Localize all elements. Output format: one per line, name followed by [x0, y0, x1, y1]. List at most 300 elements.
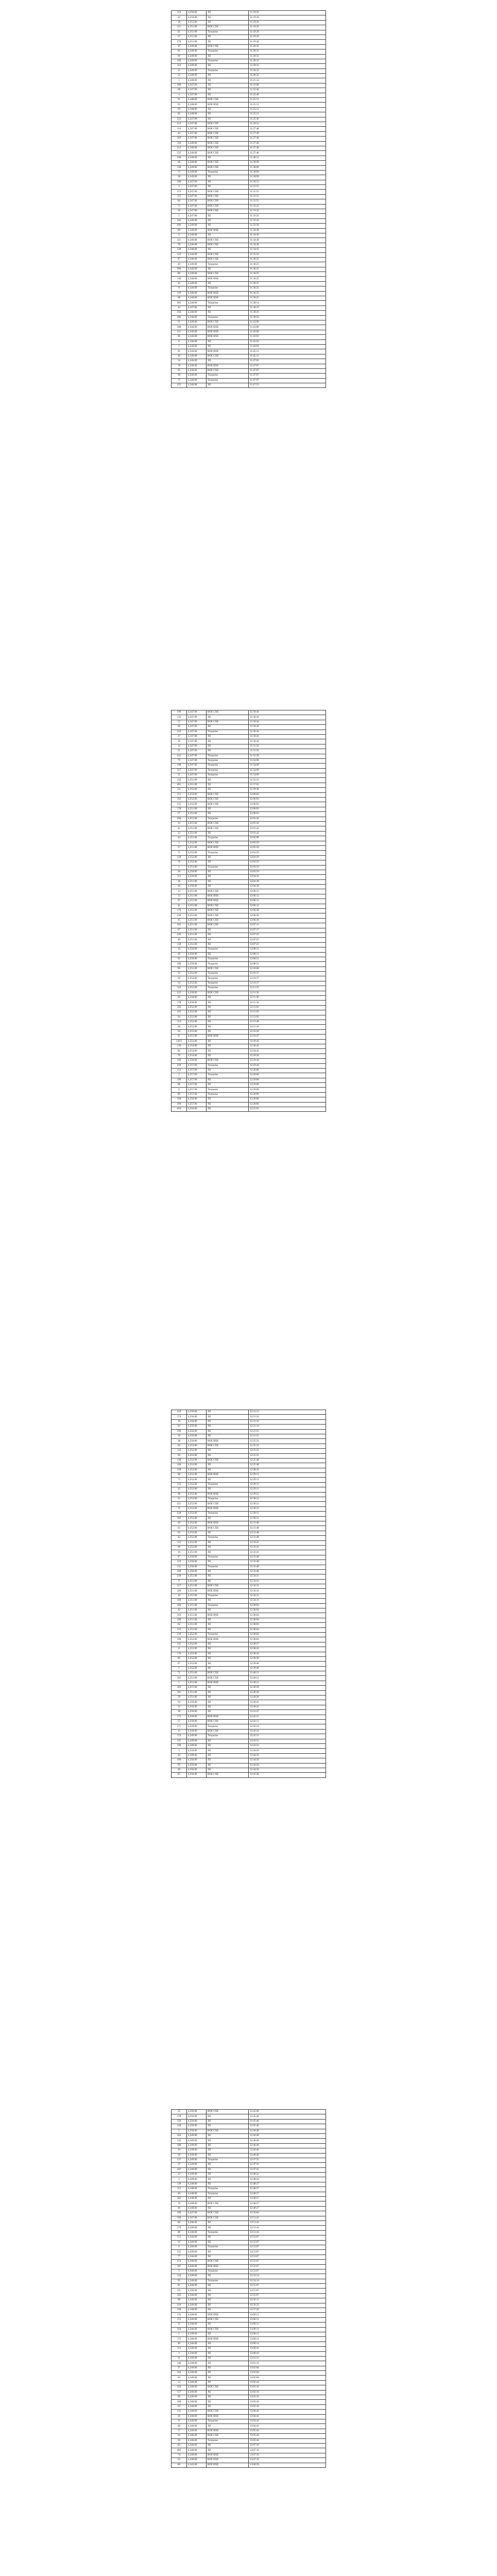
price-cell: 4,351.00	[187, 831, 207, 836]
quantity-cell: 69	[172, 1453, 187, 1458]
table-row	[172, 2395, 326, 2400]
time-cell: 12:06:38	[249, 918, 326, 923]
quantity-cell: 9	[172, 286, 187, 291]
time-cell: 12:07:17	[249, 928, 326, 933]
price-cell: 4,347.00	[187, 93, 207, 97]
venue-cell: BOE CXE	[207, 25, 249, 30]
quantity-cell: 123	[172, 1628, 187, 1632]
quantity-cell: 77	[172, 2255, 187, 2259]
price-cell: 4,351.00	[187, 35, 207, 39]
time-cell: 12:38:04	[249, 1623, 326, 1628]
table-row	[172, 1516, 326, 1521]
time-cell: 12:48:22	[249, 2177, 326, 2182]
time-cell: 11:54:06	[249, 758, 326, 763]
price-cell: 4,352.00	[187, 1540, 207, 1545]
table-row	[172, 2235, 326, 2240]
quantity-cell: 80	[172, 1656, 187, 1661]
time-cell: 12:43:52	[249, 1743, 326, 1748]
venue-cell: XE	[207, 938, 249, 942]
time-cell: 12:01:42	[249, 821, 326, 826]
time-cell: 12:20:06	[249, 1078, 326, 1082]
time-cell: 12:30:12	[249, 1502, 326, 1506]
quantity-cell: 41	[172, 1035, 187, 1039]
table-row	[172, 2221, 326, 2225]
time-cell: 12:20:06	[249, 1097, 326, 1102]
price-cell: 4,346.00	[187, 2235, 207, 2240]
time-cell: 11:50:44	[249, 730, 326, 734]
quantity-cell: 96	[172, 725, 187, 730]
price-cell: 4,354.00	[187, 1044, 207, 1048]
table-row	[172, 35, 326, 39]
venue-cell: Turquoise	[207, 851, 249, 855]
venue-cell: Turquoise	[207, 1603, 249, 1608]
quantity-cell: 233	[172, 151, 187, 156]
price-cell: 4,346.00	[187, 364, 207, 368]
quantity-cell: 210	[172, 2303, 187, 2308]
price-cell: 4,349.00	[187, 2153, 207, 2158]
quantity-cell: 71	[172, 1671, 187, 1676]
time-cell: 12:06:12	[249, 889, 326, 894]
price-cell: 4,351.00	[187, 836, 207, 841]
venue-cell: BOE CXE	[207, 209, 249, 214]
venue-cell: Turquoise	[207, 1594, 249, 1598]
price-cell: 4,350.00	[187, 947, 207, 952]
table-row	[172, 2255, 326, 2259]
quantity-cell: 58	[172, 2153, 187, 2158]
price-cell: 4,352.00	[187, 1010, 207, 1015]
table-row	[172, 938, 326, 942]
venue-cell: BOE CXE	[207, 122, 249, 126]
table-row	[172, 1506, 326, 1511]
time-cell: 12:01:42	[249, 817, 326, 821]
table-row	[172, 88, 326, 93]
venue-cell: XE	[207, 1463, 249, 1468]
time-cell: 11:27:48	[249, 151, 326, 156]
table-row	[172, 860, 326, 865]
price-cell: 4,346.00	[187, 2240, 207, 2245]
table-row	[172, 1029, 326, 1034]
venue-cell: Turquoise	[207, 1632, 249, 1637]
venue-cell: BOE BXE	[207, 2429, 249, 2433]
price-cell: 4,351.00	[187, 1671, 207, 1676]
quantity-cell: 97	[172, 899, 187, 904]
time-cell: 12:44:56	[249, 1768, 326, 1772]
time-cell: 12:16:47	[249, 1035, 326, 1039]
venue-cell: XE	[207, 2250, 249, 2255]
table-row	[172, 1623, 326, 1628]
time-cell: 12:51:43	[249, 2226, 326, 2230]
price-cell: 4,352.00	[187, 1642, 207, 1647]
table-row	[172, 894, 326, 899]
venue-cell: XE	[207, 1705, 249, 1709]
price-cell: 4,352.00	[187, 860, 207, 865]
time-cell: 12:29:11	[249, 1487, 326, 1492]
quantity-cell: 173	[172, 1715, 187, 1719]
time-cell: 11:38:19	[249, 306, 326, 310]
time-cell: 12:25:31	[249, 1444, 326, 1448]
table-row	[172, 798, 326, 802]
table-row	[172, 1666, 326, 1671]
venue-cell: XE	[207, 778, 249, 783]
table-row	[172, 1758, 326, 1763]
venue-cell: BOE CXE	[207, 165, 249, 170]
price-cell: 4,352.00	[187, 976, 207, 981]
table-row	[172, 2317, 326, 2322]
venue-cell: XE	[207, 2448, 249, 2453]
price-cell: 4,351.00	[187, 826, 207, 831]
table-row	[172, 1642, 326, 1647]
table-row	[172, 190, 326, 194]
quantity-cell: 172	[172, 2337, 187, 2342]
time-cell: 12:01:42	[249, 826, 326, 831]
venue-cell: BOE BXE	[207, 291, 249, 296]
table-row	[172, 1453, 326, 1458]
venue-cell: XE	[207, 2371, 249, 2376]
table-row	[172, 2448, 326, 2453]
time-cell: 11:43:00	[249, 325, 326, 330]
time-cell: 12:10:37	[249, 972, 326, 976]
price-cell: 4,351.00	[187, 25, 207, 30]
price-cell: 4,351.00	[187, 923, 207, 928]
table-row	[172, 1107, 326, 1112]
time-cell: 12:06:12	[249, 904, 326, 908]
table-row	[172, 1681, 326, 1685]
quantity-cell: 230	[172, 156, 187, 160]
venue-cell: XE	[207, 88, 249, 93]
price-cell: 4,351.00	[187, 1589, 207, 1594]
time-cell: 12:38:04	[249, 1637, 326, 1642]
quantity-cell: 60	[172, 1545, 187, 1550]
table-row	[172, 2173, 326, 2177]
trade-table	[171, 710, 326, 1112]
price-cell: 4,346.00	[187, 277, 207, 281]
venue-cell: Turquoise	[207, 986, 249, 991]
quantity-cell: 107	[172, 2167, 187, 2172]
quantity-cell: 218	[172, 1410, 187, 1415]
price-cell: 4,349.00	[187, 1724, 207, 1729]
venue-cell: BOE CXE	[207, 1059, 249, 1063]
table-row	[172, 2129, 326, 2133]
quantity-cell: 81	[172, 49, 187, 54]
venue-cell: XE	[207, 749, 249, 754]
price-cell: 4,346.00	[187, 2347, 207, 2351]
quantity-cell: 85	[172, 112, 187, 117]
time-cell: 12:07:11	[249, 923, 326, 928]
venue-cell: XE	[207, 1686, 249, 1690]
venue-cell: Turquoise	[207, 768, 249, 773]
table-row	[172, 1492, 326, 1497]
price-cell: 4,349.00	[187, 175, 207, 180]
quantity-cell: 183	[172, 2197, 187, 2201]
venue-cell: XE	[207, 1102, 249, 1107]
venue-cell: XE	[207, 1666, 249, 1671]
price-cell: 4,356.00	[187, 1439, 207, 1444]
price-cell: 4,348.00	[187, 107, 207, 112]
table-row	[172, 870, 326, 874]
table-row	[172, 2453, 326, 2458]
price-cell: 4,346.00	[187, 2380, 207, 2385]
price-cell: 4,351.00	[187, 821, 207, 826]
price-cell: 4,350.00	[187, 1565, 207, 1569]
venue-cell: BOE CXE	[207, 1444, 249, 1448]
venue-cell: XE	[207, 1574, 249, 1579]
venue-cell: XE	[207, 715, 249, 720]
quantity-cell: 200	[172, 817, 187, 821]
time-cell: 12:21:03	[249, 1107, 326, 1112]
time-cell: 11:51:56	[249, 744, 326, 749]
quantity-cell: 10	[172, 2148, 187, 2153]
time-cell: 12:20:06	[249, 1088, 326, 1092]
price-cell: 4,347.00	[187, 117, 207, 122]
quantity-cell: 164	[172, 2371, 187, 2376]
venue-cell: XE	[207, 2114, 249, 2119]
price-cell: 4,350.00	[187, 2129, 207, 2133]
venue-cell: XE	[207, 1662, 249, 1666]
quantity-cell: 50	[172, 1696, 187, 1700]
quantity-cell: 41	[172, 904, 187, 908]
venue-cell: BOE BXE	[207, 845, 249, 850]
time-cell: 11:21:14	[249, 78, 326, 83]
venue-cell: BOE CXE	[207, 320, 249, 325]
quantity-cell: 38	[172, 175, 187, 180]
price-cell: 4,352.00	[187, 1468, 207, 1472]
price-cell: 4,353.00	[187, 1025, 207, 1029]
quantity-cell: 152	[172, 2317, 187, 2322]
time-cell: 12:03:59	[249, 860, 326, 865]
price-cell: 4,349.00	[187, 165, 207, 170]
time-cell: 12:30:12	[249, 1497, 326, 1502]
venue-cell: XE	[207, 1749, 249, 1753]
table-row	[172, 1092, 326, 1097]
price-cell: 4,349.00	[187, 2133, 207, 2138]
price-cell: 4,346.00	[187, 2414, 207, 2419]
price-cell: 4,352.00	[187, 1512, 207, 1516]
quantity-cell: 11	[172, 2419, 187, 2424]
venue-cell: XE	[207, 1700, 249, 1705]
table-row	[172, 103, 326, 107]
time-cell: 13:07:16	[249, 2458, 326, 2463]
table-row	[172, 364, 326, 368]
venue-cell: XE	[207, 2119, 249, 2124]
table-row	[172, 335, 326, 340]
time-cell: 11:45:11	[249, 349, 326, 354]
price-cell: 4,346.00	[187, 2323, 207, 2327]
table-row	[172, 2216, 326, 2221]
quantity-cell: 196	[172, 1078, 187, 1082]
table-row	[172, 1482, 326, 1487]
table-row	[172, 165, 326, 170]
time-cell: 11:31:55	[249, 194, 326, 199]
price-cell: 4,350.00	[187, 1569, 207, 1574]
price-cell: 4,347.00	[187, 194, 207, 199]
venue-cell: BOE CXE	[207, 1502, 249, 1506]
time-cell: 12:02:59	[249, 841, 326, 845]
venue-cell: Turquoise	[207, 1555, 249, 1560]
price-cell: 4,346.00	[187, 218, 207, 223]
quantity-cell: 73	[172, 1478, 187, 1482]
venue-cell: XE	[207, 1560, 249, 1565]
time-cell: 11:27:48	[249, 131, 326, 136]
table-row	[172, 1521, 326, 1526]
quantity-cell: 42	[172, 131, 187, 136]
table-row	[172, 996, 326, 1001]
table-row	[172, 773, 326, 778]
price-cell: 4,346.00	[187, 257, 207, 262]
table-row	[172, 368, 326, 373]
table-row	[172, 69, 326, 73]
venue-cell: XE	[207, 879, 249, 884]
quantity-cell: 225	[172, 991, 187, 995]
table-row	[172, 2201, 326, 2206]
price-cell: 4,351.00	[187, 1618, 207, 1622]
venue-cell: XE	[207, 117, 249, 122]
time-cell: 13:00:14	[249, 2337, 326, 2342]
table-row	[172, 2133, 326, 2138]
table-row	[172, 807, 326, 811]
time-cell: 12:06:38	[249, 913, 326, 918]
quantity-cell: 21	[172, 320, 187, 325]
price-cell: 4,356.00	[187, 1434, 207, 1438]
quantity-cell: 68	[172, 1083, 187, 1088]
quantity-cell: 15	[172, 894, 187, 899]
quantity-cell: 171	[172, 1724, 187, 1729]
quantity-cell: 62	[172, 1531, 187, 1535]
venue-cell: BOE BXE	[207, 2264, 249, 2269]
quantity-cell: 38	[172, 879, 187, 884]
table-row	[172, 710, 326, 715]
price-cell: 4,347.00	[187, 180, 207, 184]
table-row	[172, 1700, 326, 1705]
time-cell: 12:20:06	[249, 1092, 326, 1097]
time-cell: 12:13:03	[249, 1005, 326, 1010]
quantity-cell: 102	[172, 2385, 187, 2390]
table-row	[172, 1773, 326, 1777]
time-cell: 11:36:25	[249, 296, 326, 301]
quantity-cell: 37	[172, 845, 187, 850]
venue-cell: XE	[207, 2366, 249, 2370]
table-row	[172, 2458, 326, 2463]
time-cell: 11:27:48	[249, 127, 326, 131]
table-row	[172, 2337, 326, 2342]
quantity-cell: 217	[172, 1584, 187, 1589]
table-row	[172, 272, 326, 277]
price-cell: 4,346.00	[187, 2221, 207, 2225]
table-row	[172, 1429, 326, 1434]
venue-cell: Turquoise	[207, 972, 249, 976]
price-cell: 4,346.00	[187, 262, 207, 267]
quantity-cell: 21	[172, 1497, 187, 1502]
price-cell: 4,347.00	[187, 137, 207, 141]
time-cell: 11:34:38	[249, 233, 326, 238]
price-cell: 4,346.00	[187, 2351, 207, 2356]
price-cell: 4,351.00	[187, 942, 207, 947]
venue-cell: Turquoise	[207, 773, 249, 778]
table-row	[172, 1720, 326, 1724]
table-row	[172, 354, 326, 359]
venue-cell: XE	[207, 2182, 249, 2187]
time-cell: 12:04:38	[249, 885, 326, 889]
quantity-cell: 11	[172, 69, 187, 73]
table-row	[172, 59, 326, 63]
time-cell: 12:06:12	[249, 894, 326, 899]
quantity-cell: 100	[172, 1637, 187, 1642]
venue-cell: XE	[207, 224, 249, 228]
quantity-cell: 83	[172, 2443, 187, 2448]
venue-cell: XE	[207, 2255, 249, 2259]
venue-cell: BOE CXE	[207, 802, 249, 807]
time-cell: 11:22:46	[249, 93, 326, 97]
price-cell: 4,346.00	[187, 224, 207, 228]
table-row	[172, 942, 326, 947]
time-cell: 12:42:31	[249, 1734, 326, 1739]
price-cell: 4,352.00	[187, 986, 207, 991]
time-cell: 11:33:22	[249, 204, 326, 209]
price-cell: 4,352.00	[187, 1526, 207, 1531]
time-cell: 11:47:07	[249, 368, 326, 373]
table-row	[172, 1005, 326, 1010]
price-cell: 4,346.00	[187, 354, 207, 359]
table-row	[172, 2245, 326, 2249]
table-row	[172, 952, 326, 957]
quantity-cell: 8	[172, 340, 187, 344]
venue-cell: Turquoise	[207, 1092, 249, 1097]
quantity-cell: 3	[172, 841, 187, 845]
time-cell: 12:48:27	[249, 2187, 326, 2192]
venue-cell: XE	[207, 1068, 249, 1073]
price-cell: 4,346.00	[187, 296, 207, 301]
venue-cell: BOE BXE	[207, 1589, 249, 1594]
venue-cell: BOE CXE	[207, 1584, 249, 1589]
table-row	[172, 349, 326, 354]
quantity-cell: 114	[172, 1020, 187, 1025]
venue-cell: BOE CXE	[207, 2317, 249, 2322]
table-row	[172, 821, 326, 826]
time-cell: 13:00:11	[249, 2317, 326, 2322]
price-cell: 4,347.00	[187, 758, 207, 763]
venue-cell: Turquoise	[207, 262, 249, 267]
quantity-cell: 154	[172, 1068, 187, 1073]
venue-cell: BOE CXE	[207, 2129, 249, 2133]
time-cell: 11:36:25	[249, 291, 326, 296]
quantity-cell: 206	[172, 315, 187, 320]
quantity-cell: 401	[172, 783, 187, 787]
venue-cell: XE	[207, 2395, 249, 2400]
quantity-cell: 220	[172, 1512, 187, 1516]
time-cell: 12:34:31	[249, 1599, 326, 1603]
time-cell: 11:36:25	[249, 286, 326, 291]
price-cell: 4,346.00	[187, 243, 207, 247]
quantity-cell: 124	[172, 1560, 187, 1565]
venue-cell: XE	[207, 2293, 249, 2298]
table-row	[172, 2177, 326, 2182]
venue-cell: BOE BXE	[207, 2463, 249, 2467]
time-cell: 13:03:16	[249, 2404, 326, 2409]
price-cell: 4,351.00	[187, 933, 207, 937]
quantity-cell: 113	[172, 2187, 187, 2192]
price-cell: 4,351.00	[187, 1676, 207, 1681]
price-cell: 4,350.00	[187, 2119, 207, 2124]
quantity-cell: 131	[172, 1565, 187, 1569]
quantity-cell: 432	[172, 754, 187, 758]
quantity-cell: 4	[172, 93, 187, 97]
venue-cell: Turquoise	[207, 2419, 249, 2424]
price-cell: 4,351.00	[187, 899, 207, 904]
price-cell: 4,347.00	[187, 306, 207, 310]
venue-cell: BOE BXE	[207, 1439, 249, 1444]
venue-cell: BOE CXE	[207, 199, 249, 204]
venue-cell: BOE CXE	[207, 1671, 249, 1676]
price-cell: 4,351.00	[187, 1599, 207, 1603]
